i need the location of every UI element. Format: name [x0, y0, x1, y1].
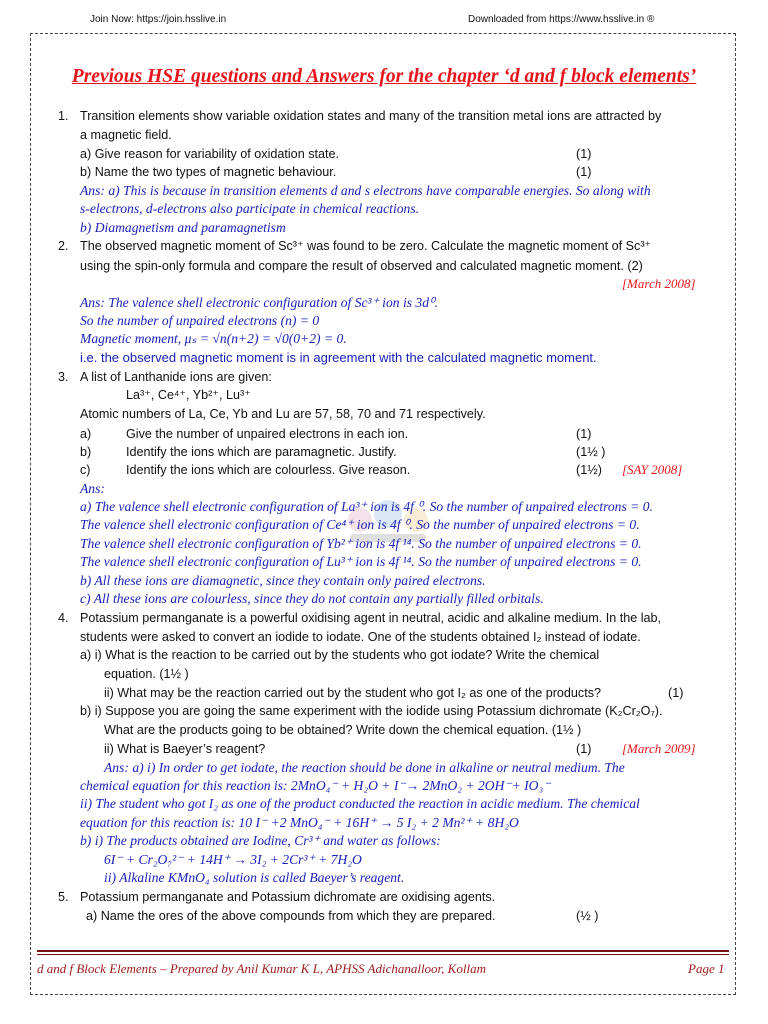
q1-text-line1: Transition elements show variable oxidation states and many of the transition metal ions are attracted by — [80, 109, 662, 123]
q5-number: 5. — [58, 890, 69, 904]
download-source-link[interactable]: Downloaded from https://www.hsslive.in ® — [468, 14, 655, 25]
q1-answer-line2: s-electrons, d-electrons also participate in chemical reactions. — [80, 201, 420, 216]
download-header — [0, 14, 768, 28]
footer-rule-thick — [37, 950, 729, 952]
q4-exam-tag: [March 2009] — [622, 741, 696, 756]
q4-text-line1: Potassium permanganate is a powerful oxidising agent in neutral, acidic and alkaline medium. In the lab, — [80, 611, 662, 625]
q3-text-line2: Atomic numbers of La, Ce, Yb and Lu are 57, 58, 70 and 71 respectively. — [80, 407, 486, 421]
q4-part-a-line1: a) i) What is the reaction to be carried out by the students who got iodate? Write the chemical — [80, 648, 600, 662]
q1-part-b: b) Name the two types of magnetic behaviour. — [80, 165, 337, 179]
q5-text-line1: Potassium permanganate and Potassium dichromate are oxidising agents. — [80, 890, 496, 904]
q1-answer-line3: b) Diamagnetism and paramagnetism — [80, 220, 286, 235]
q4-answer-line7: ii) Alkaline KMnO₄ solution is called Baeyer’s reagent. — [104, 870, 405, 885]
q3-part-a: Give the number of unpaired electrons in each ion. — [126, 427, 409, 441]
footer-rule-thin — [37, 954, 729, 955]
q3-answer-line3: The valence shell electronic configuration of Yb²⁺ ion is 4f ¹⁴. So the number of unpaired electrons = 0. — [80, 536, 642, 551]
q1-part-a: a) Give reason for variability of oxidation state. — [80, 147, 339, 161]
q4-answer-line5: b) i) The products obtained are Iodine, Cr³⁺ and water as follows: — [80, 833, 441, 848]
q2-answer-line3: Magnetic moment, μₛ = √n(n+2) = √0(0+2) = 0. — [80, 331, 347, 346]
q2-number: 2. — [58, 239, 69, 253]
q4-part-a-ii: ii) What may be the reaction carried out by the student who got I₂ as one of the products? — [104, 686, 602, 700]
q2-text-line2: using the spin-only formula and compare the result of observed and calculated magnetic moment. (2) — [80, 259, 643, 273]
q3-part-c: Identify the ions which are colourless. Give reason. — [126, 463, 411, 477]
q4-answer-line1: Ans: a) i) In order to get iodate, the reaction should be done in alkaline or neutral medium. The — [104, 760, 625, 775]
q4-part-a-line2: equation. (1½ ) — [104, 667, 189, 681]
q3-part-a-marks: (1) — [576, 427, 592, 441]
q3-answer-line6: c) All these ions are colourless, since they do not contain any partially filled orbitals. — [80, 591, 544, 606]
join-link[interactable]: Join Now: https://join.hsslive.in — [90, 14, 227, 25]
q2-answer-line2: So the number of unpaired electrons (n) = 0 — [80, 313, 320, 328]
q3-answer-line2: The valence shell electronic configuration of Ce⁴⁺ ion is 4f ⁰. So the number of unpaired electrons = 0. — [80, 517, 640, 532]
q4-answer-line4: equation for this reaction is: 10 I⁻ +2 MnO₄⁻ + 16H⁺ → 5 I₂ + 2 Mn²⁺ + 8H₂O — [80, 815, 519, 830]
q3-text-line1: A list of Lanthanide ions are given: — [80, 370, 272, 384]
q3-exam-tag: [SAY 2008] — [622, 462, 683, 477]
q3-part-b-label: b) — [80, 445, 92, 459]
q4-part-b-line1: b) i) Suppose you are going the same experiment with the iodide using Potassium dichromate (K₂Cr₂O₇). — [80, 704, 663, 718]
q5-part-a: a) Name the ores of the above compounds from which they are prepared. — [86, 909, 496, 923]
q2-text-line1: The observed magnetic moment of Sc³⁺ was found to be zero. Calculate the magnetic moment of Sc³⁺ — [80, 239, 652, 253]
q3-answer-line5: b) All these ions are diamagnetic, since they contain only paired electrons. — [80, 573, 486, 588]
q3-ion-list: La³⁺, Ce⁴⁺, Yb²⁺, Lu³⁺ — [126, 388, 251, 402]
q3-part-b-marks: (1½ ) — [576, 445, 606, 459]
q2-exam-tag: [March 2008] — [622, 276, 696, 291]
q3-part-c-marks: (1½) — [576, 463, 602, 477]
footer-page-number: Page 1 — [688, 961, 725, 976]
q5-part-a-marks: (½ ) — [576, 909, 599, 923]
q2-answer-line4: i.e. the observed magnetic moment is in agreement with the calculated magnetic moment. — [80, 350, 597, 365]
page-title: Previous HSE questions and Answers for the chapter ‘d and f block elements’ — [71, 66, 697, 87]
q3-part-a-label: a) — [80, 427, 92, 441]
q1-text-line2: a magnetic field. — [80, 128, 172, 142]
q1-part-b-marks: (1) — [576, 165, 592, 179]
q2-answer-line1: Ans: The valence shell electronic configuration of Sc³⁺ ion is 3d⁰. — [80, 295, 438, 310]
footer-credit: d and f Block Elements – Prepared by Anil Kumar K L, APHSS Adichanalloor, Kollam — [37, 961, 486, 976]
q1-number: 1. — [58, 109, 69, 123]
q1-part-a-marks: (1) — [576, 147, 592, 161]
q4-part-a-ii-marks: (1) — [668, 686, 684, 700]
q1-answer-line1: Ans: a) This is because in transition elements d and s electrons have comparable energies. So along with — [80, 183, 651, 198]
q4-number: 4. — [58, 611, 69, 625]
q4-answer-line6: 6I⁻ + Cr₂O₇²⁻ + 14H⁺ → 3I₂ + 2Cr³⁺ + 7H₂O — [104, 852, 362, 867]
q4-part-b-line2: What are the products going to be obtained? Write down the chemical equation. (1½ ) — [104, 723, 582, 737]
q3-answer-line1: a) The valence shell electronic configuration of La³⁺ ion is 4f ⁰. So the number of unpaired electrons = 0. — [80, 499, 653, 514]
q4-answer-line2: chemical equation for this reaction is: 2MnO₄⁻ + H₂O + I⁻→ 2MnO₂ + 2OH⁻+ IO₃⁻ — [80, 778, 551, 793]
q3-number: 3. — [58, 370, 69, 384]
q3-part-b: Identify the ions which are paramagnetic. Justify. — [126, 445, 397, 459]
q4-text-line2: students were asked to convert an iodide to iodate. One of the students obtained I₂ instead of iodate. — [80, 630, 641, 644]
q3-answer-line4: The valence shell electronic configuration of Lu³⁺ ion is 4f ¹⁴. So the number of unpaired electrons = 0. — [80, 554, 642, 569]
q4-part-b-ii: ii) What is Baeyer’s reagent? — [104, 742, 266, 756]
q4-part-b-ii-marks: (1) — [576, 742, 592, 756]
q3-answer-heading: Ans: — [80, 481, 105, 496]
q3-part-c-label: c) — [80, 463, 91, 477]
q4-answer-line3: ii) The student who got I₂ as one of the product conducted the reaction in acidic medium. The chemical — [80, 796, 640, 811]
